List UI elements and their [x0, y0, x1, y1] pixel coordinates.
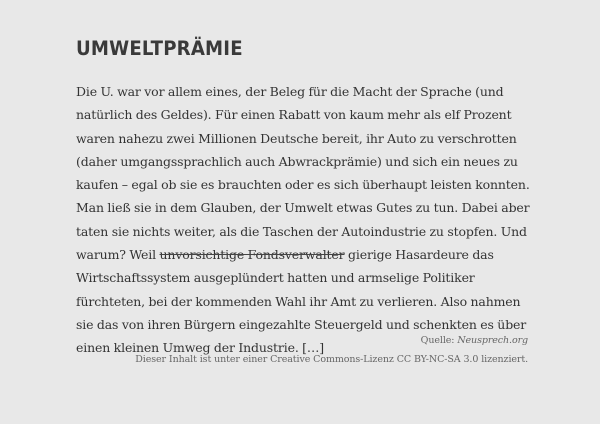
source-block	[135, 331, 528, 369]
source-label: Quelle:	[420, 335, 455, 346]
body-text-part1: Die U. war vor allem eines, der Beleg für die Macht der Sprache (und natürlich des Geldes). Für einen Rabatt von kaum mehr als elf Prozent waren nahezu zwei Millionen Deutsche bereit, ihr Auto zu verschrotten (daher umgangssprachlich auch Abwrackprämie) und sich ein neues zu kaufen – egal ob sie es brauchten oder es sich überhaupt leisten konnten. Man ließ sie in dem Glauben, der Umwelt etwas Gutes zu tun. Dabei aber taten sie nichts weiter, als die Taschen der Autoindustrie zu stopfen. Und warum? Weil	[76, 84, 530, 263]
article-body	[76, 80, 530, 360]
struck-text: unvorsichtige Fondsverwalter	[159, 247, 345, 263]
source-link[interactable]: Neusprech.org	[457, 335, 528, 346]
article-title: UMWELTPRÄMIE	[76, 37, 243, 60]
body-text-part2: gierige Hasardeure das Wirtschaftssystem ausgeplündert hatten und armselige Politiker fürchteten, bei der kommenden Wahl ihr Amt zu verlieren. Also nahmen sie das von ihren Bürgern eingezahlte Steuergeld und schenkten es über einen kleinen Umweg der Industrie. […]	[76, 247, 527, 356]
license-text: Dieser Inhalt ist unter einer Creative Commons-Lizenz CC BY-NC-SA 3.0 lizenziert.	[135, 354, 528, 365]
source-line	[135, 331, 528, 350]
